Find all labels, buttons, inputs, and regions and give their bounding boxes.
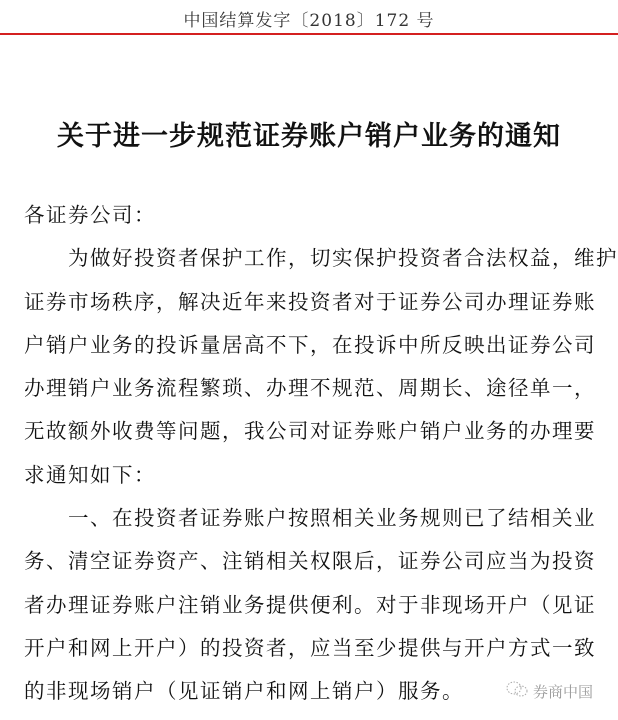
body-line: 求通知如下： [24, 462, 156, 487]
body-line: 证券市场秩序，解决近年来投资者对于证券公司办理证券账 [24, 289, 596, 314]
red-header-rule [0, 33, 618, 35]
addressee: 各证券公司： [24, 203, 156, 227]
body-line: 为做好投资者保护工作，切实保护投资者合法权益，维护 [24, 246, 618, 271]
document-title: 关于进一步规范证券账户销户业务的通知 [57, 121, 561, 152]
document-body [24, 200, 618, 720]
body-line: 办理销户业务流程繁琐、办理不规范、周期长、途径单一， [24, 376, 596, 401]
body-line: 一、在投资者证券账户按照相关业务规则已了结相关业 [24, 506, 596, 531]
body-line: 户销户业务的投诉量居高不下，在投诉中所反映出证券公司 [24, 332, 596, 357]
body-line: 开户和网上开户）的投资者，应当至少提供与开户方式一致 [24, 635, 596, 660]
body-line: 者办理证券账户注销业务提供便利。对于非现场开户（见证 [24, 592, 596, 617]
watermark [505, 680, 593, 702]
wechat-icon [505, 680, 529, 702]
body-line: 无故额外收费等问题，我公司对证券账户销户业务的办理要 [24, 419, 596, 444]
watermark-text: 券商中国 [533, 682, 594, 701]
document-number: 中国结算发字〔2018〕172 号 [183, 11, 435, 31]
body-line: 务、清空证券资产、注销相关权限后，证券公司应当为投资 [24, 549, 596, 574]
body-line: 的非现场销户（见证销户和网上销户）服务。 [24, 679, 464, 704]
